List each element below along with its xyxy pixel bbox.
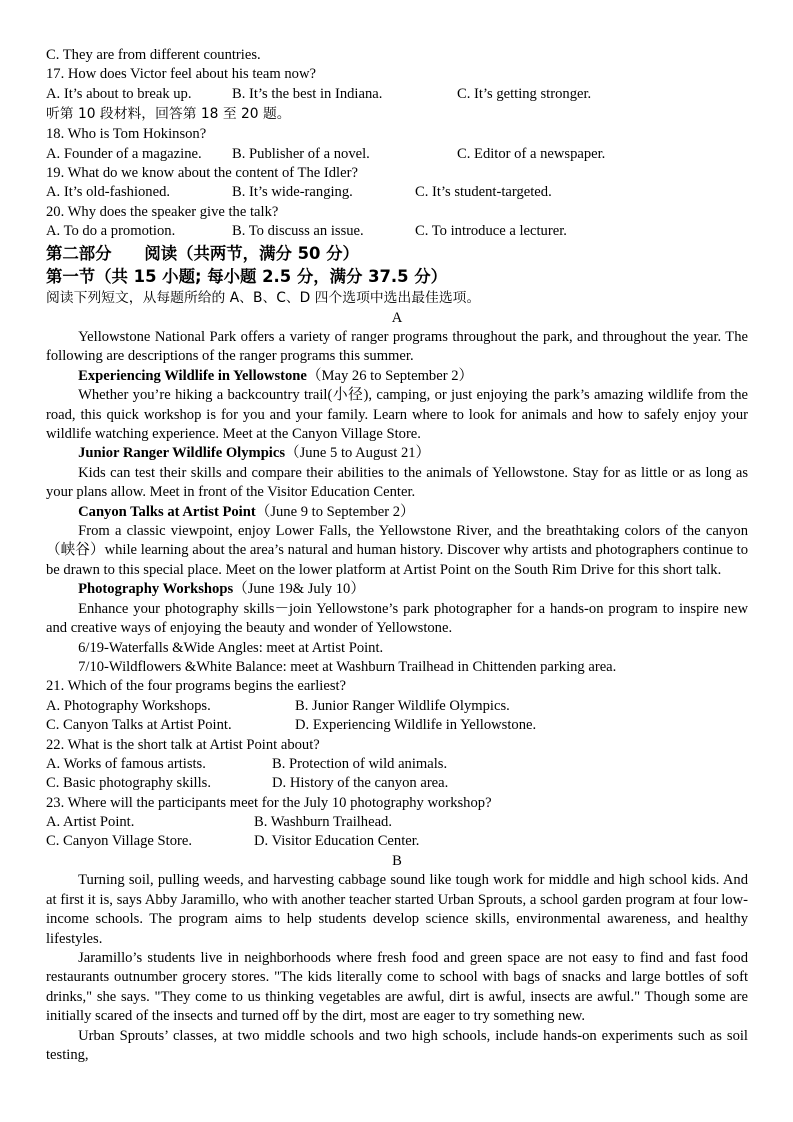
- program-heading-4: [46, 580, 748, 599]
- q21-option-a[interactable]: A. Photography Workshops.: [46, 697, 211, 714]
- q20-options: [46, 222, 748, 241]
- program-heading-2: [46, 444, 748, 463]
- q20-option-a[interactable]: A. To do a promotion.: [46, 223, 176, 240]
- program-heading-3: [46, 503, 748, 522]
- q19-option-b[interactable]: B. It’s wide-ranging.: [232, 184, 353, 201]
- q21-options-row2: [46, 716, 748, 735]
- program-body-1: Whether you’re hiking a backcountry trail(小径), camping, or just enjoying the park’s amazing wildlife from the road, this quick workshop is for you and your family. Learn where to look for animals and how to safely enjoy your wildlife watching experience. Meet at the Canyon Village Store.: [46, 387, 748, 443]
- q23-option-b[interactable]: B. Washburn Trailhead.: [254, 814, 393, 831]
- program-body-2: Kids can test their skills and compare their abilities to the animals of Yellowstone. Stay for as little or as long as your plans allow. Meet in front of the Visitor Education Center.: [46, 464, 748, 501]
- program-heading-1: [46, 367, 748, 386]
- q23-stem: 23. Where will the participants meet for the July 10 photography workshop?: [46, 794, 492, 811]
- program-dates-2: （June 5 to August 21）: [285, 445, 431, 462]
- listening-material-note: 听第 10 段材料，回答第 18 至 20 题。: [46, 106, 291, 123]
- q21-options-row1: [46, 697, 748, 716]
- q22-options-row1: [46, 755, 748, 774]
- q19-option-a[interactable]: A. It’s old-fashioned.: [46, 184, 171, 201]
- program-title-1: Experiencing Wildlife in Yellowstone: [78, 367, 307, 384]
- q23-option-d[interactable]: D. Visitor Education Center.: [254, 833, 420, 850]
- q22-option-d[interactable]: D. History of the canyon area.: [272, 775, 449, 792]
- program-body-3: From a classic viewpoint, enjoy Lower Falls, the Yellowstone River, and the breathtaking colors of the canyon（峡谷）while learning about the area’s natural and human history. Discover why artists and photographers continue to be drawn to this special place. Meet on the lower platform at Artist Point on the South Rim Drive for this short talk.: [46, 523, 748, 578]
- q17-options: [46, 85, 748, 104]
- q23-option-c[interactable]: C. Canyon Village Store.: [46, 833, 192, 850]
- q21-stem: 21. Which of the four programs begins the earliest?: [46, 678, 347, 695]
- q23-options-row2: [46, 832, 748, 851]
- q18-stem: 18. Who is Tom Hokinson?: [46, 126, 207, 143]
- q17-option-b[interactable]: B. It’s the best in Indiana.: [232, 85, 383, 102]
- passage-b-paragraph-2: Jaramillo’s students live in neighborhoods where fresh food and green space are not easy to find and fast food restaurants outnumber grocery stores. "The kids literally come to school with bags of snacks and large bottles of soft drinks," she says. "They come to us thinking vegetables are awful, dirt is awful, insects are awful." Though some are initially scared of the insects and turned off by the dirt, most are eager to try something new.: [46, 949, 748, 1025]
- q21-option-d[interactable]: D. Experiencing Wildlife in Yellowstone.: [295, 717, 537, 734]
- program-title-4: Photography Workshops: [78, 581, 234, 598]
- passage-b-paragraph-3: Urban Sprouts’ classes, at two middle schools and two high schools, include hands-on experiments such as soil testing,: [46, 1027, 748, 1063]
- passage-a-label: A: [391, 309, 403, 326]
- q19-option-c[interactable]: C. It’s student-targeted.: [415, 184, 552, 201]
- q19-stem: 19. What do we know about the content of The Idler?: [46, 165, 358, 181]
- q16-option-c: C. They are from different countries.: [46, 47, 261, 63]
- q20-stem: 20. Why does the speaker give the talk?: [46, 203, 279, 220]
- section-one-heading: 第一节（共 15 小题; 每小题 2.5 分，满分 37.5 分）: [46, 266, 448, 286]
- q20-option-c[interactable]: C. To introduce a lecturer.: [415, 223, 567, 240]
- part-two-heading: 第二部分 阅读（共两节，满分 50 分）: [46, 243, 359, 263]
- q20-option-b[interactable]: B. To discuss an issue.: [232, 223, 364, 240]
- q22-stem: 22. What is the short talk at Artist Point about?: [46, 736, 320, 753]
- program-title-3: Canyon Talks at Artist Point: [78, 503, 256, 520]
- q17-stem: 17. How does Victor feel about his team now?: [46, 66, 316, 83]
- program-dates-1: （May 26 to September 2）: [306, 367, 474, 384]
- q19-options: [46, 183, 748, 202]
- q18-option-a[interactable]: A. Founder of a magazine.: [46, 145, 202, 162]
- q22-option-b[interactable]: B. Protection of wild animals.: [272, 755, 448, 772]
- q22-option-c[interactable]: C. Basic photography skills.: [46, 775, 211, 792]
- program-dates-4: （June 19& July 10）: [233, 581, 365, 598]
- program-body-4: Enhance your photography skills－join Yellowstone’s park photographer for a hands-on program to inspire new and creative ways of enjoying the beauty and wonder of Yellowstone.: [46, 600, 748, 637]
- program-dates-3: （June 9 to September 2）: [255, 503, 415, 520]
- q18-option-c[interactable]: C. Editor of a newspaper.: [457, 145, 606, 162]
- q21-option-b[interactable]: B. Junior Ranger Wildlife Olympics.: [295, 697, 510, 714]
- program-title-2: Junior Ranger Wildlife Olympics: [78, 445, 286, 462]
- q23-option-a[interactable]: A. Artist Point.: [46, 814, 135, 831]
- passage-b-label: B: [392, 852, 402, 869]
- q17-option-c[interactable]: C. It’s getting stronger.: [457, 85, 592, 102]
- q18-option-b[interactable]: B. Publisher of a novel.: [232, 145, 370, 162]
- q23-options-row1: [46, 813, 748, 832]
- passage-b-paragraph-1: Turning soil, pulling weeds, and harvesting cabbage sound like tough work for middle and high school kids. And at first it is, says Abby Jaramillo, who with another teacher started Urban Sprouts, a school garden program at four low-income schools. The program aims to help students develop science skills, environmental awareness, and healthy lifestyles.: [46, 872, 748, 947]
- workshop-date-2: 7/10-Wildflowers &White Balance: meet at Washburn Trailhead in Chittenden parking area.: [78, 658, 617, 675]
- reading-instruction: 阅读下列短文，从每题所给的 A、B、C、D 四个选项中选出最佳选项。: [46, 289, 481, 306]
- workshop-date-1: 6/19-Waterfalls &Wide Angles: meet at Artist Point.: [78, 639, 384, 656]
- q22-option-a[interactable]: A. Works of famous artists.: [46, 755, 206, 772]
- q17-option-a[interactable]: A. It’s about to break up.: [46, 85, 192, 102]
- q22-options-row2: [46, 774, 748, 793]
- q21-option-c[interactable]: C. Canyon Talks at Artist Point.: [46, 717, 232, 734]
- passage-a-intro: Yellowstone National Park offers a variety of ranger programs throughout the park, and throughout the year. The following are descriptions of the ranger programs this summer.: [46, 329, 748, 365]
- q18-options: [46, 145, 748, 164]
